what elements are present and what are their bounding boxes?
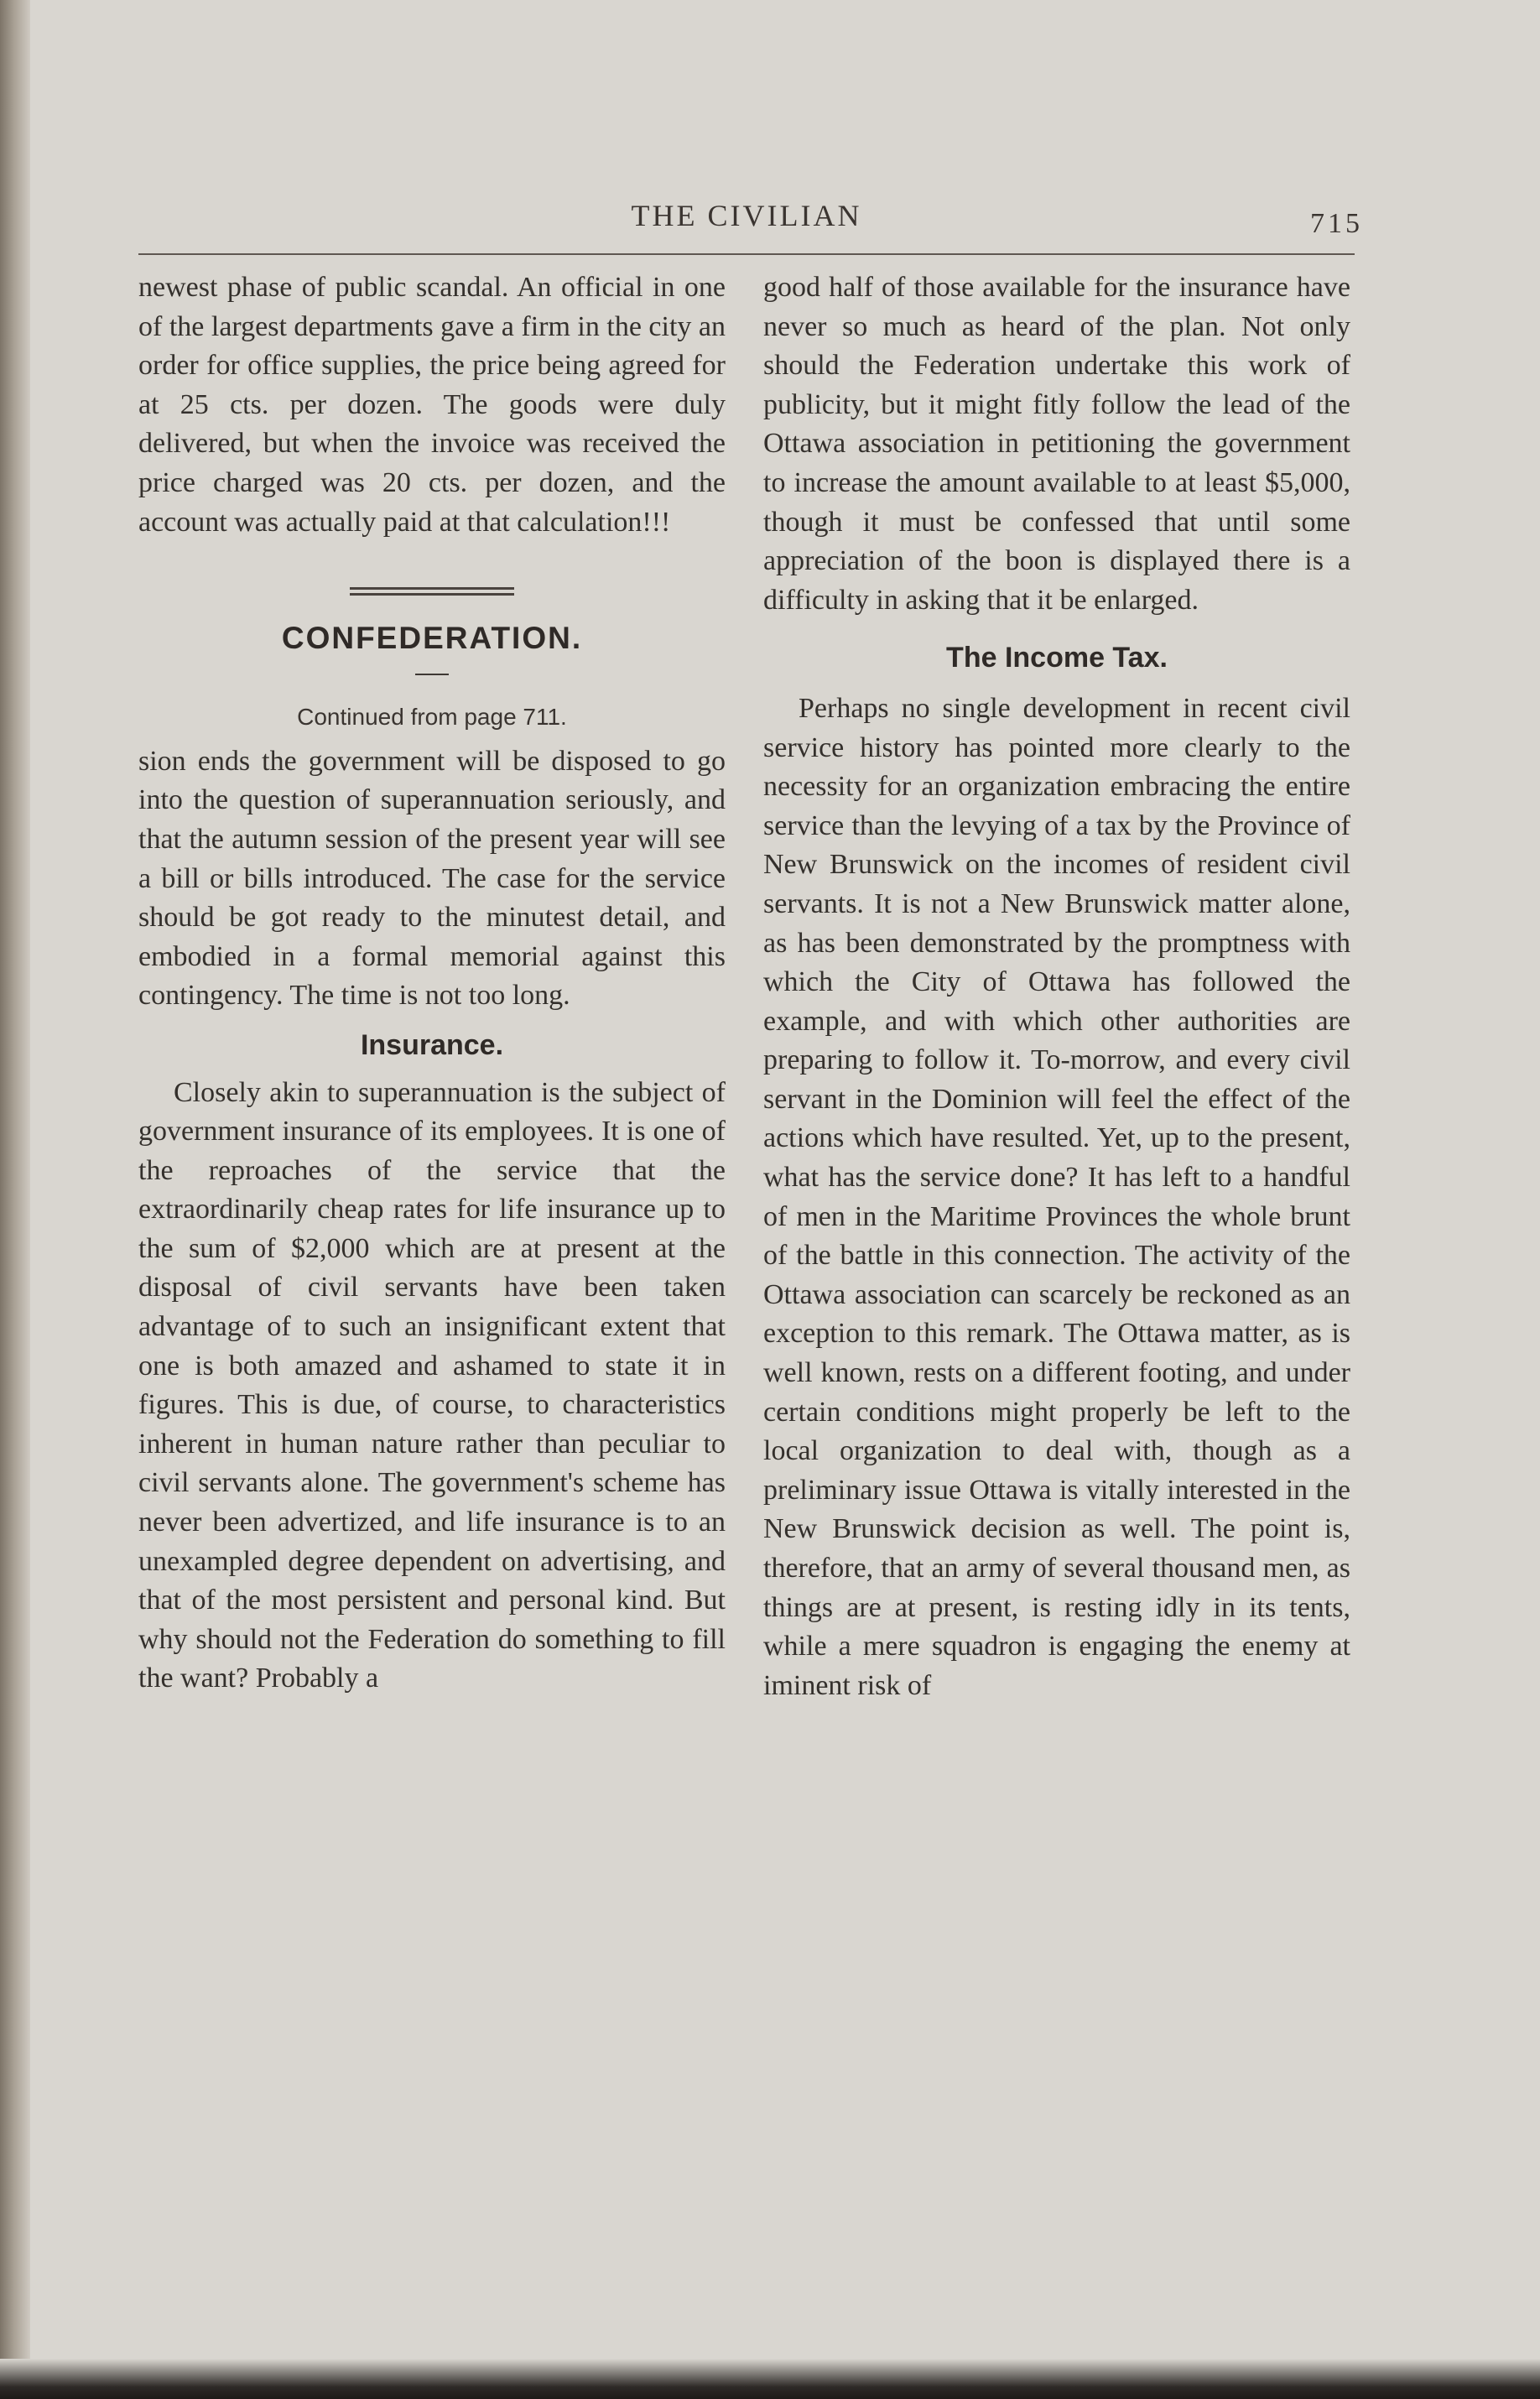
subhead-insurance: Insurance. xyxy=(360,1028,504,1061)
right-column xyxy=(763,268,1350,1705)
insurance-continued-paragraph: good half of those available for the insurance have never so much as heard of the plan. Not only should the Federation undertake this work of publicity, but it might fitly follow the lead of the Ottawa association in petitioning the government to increase the amount available to at least $5,000, though it must be confessed that until some appreciation of the boon is displayed there is a difficulty in asking that it be enlarged. xyxy=(763,272,1350,616)
left-column xyxy=(138,268,726,1699)
subhead-income-tax: The Income Tax. xyxy=(946,642,1168,674)
income-tax-paragraph: Perhaps no single development in recent civil service history has pointed more clearly to the necessity for an organization embracing the entire service than the levying of a tax by the Province of New Brunswick on the incomes of resident civil servants. It is not a New Brunswick matter alone, as has been demonstrated by the promptness with which the City of Ottawa has followed the example, and with which other authorities are preparing to follow it. To-morrow, and every civil servant in the Dominion will feel the effect of the actions which have resulted. Yet, up to the present, what has the service done? It has left to a handful of men in the Maritime Provinces the whole brunt of the battle in this connection. The activity of the Ottawa association can scarcely be reckoned as an exception to this remark. The Ottawa matter, as is well known, rests on a different footing, and under certain conditions might properly be left to the local organization to deal with, though as a preliminary issue Ottawa is vitally interested in the New Brunswick decision as well. The point is, therefore, that an army of several thousand men, as things are at present, is resting idly in its tents, while a mere squadron is engaging the enemy at iminent risk of xyxy=(763,692,1350,1701)
publication-title: THE CIVILIAN xyxy=(631,199,862,232)
page-header xyxy=(138,198,1363,248)
insurance-paragraph: Closely akin to superannuation is the subject of government insurance of its employees. It is one of the reproaches of the service that the extraordinarily cheap rates for life insurance up to the sum of $2,000 which are at present at the disposal of civil servants have been taken advantage of to such an insignificant extent that one is both amazed and ashamed to state it in figures. This is due, of course, to characteristics inherent in human nature rather than peculiar to civil servants alone. The government's scheme has never been advertized, and life insurance is to an unexampled degree dependent on advertising, and that of the most persistent and personal kind. But why should not the Federation do something to fill the want? Probably a xyxy=(138,1076,726,1694)
header-rule xyxy=(138,253,1355,255)
scandal-paragraph: newest phase of public scandal. An official in one of the largest departments gave a firm in the city an order for office supplies, the price being agreed for at 25 cts. per dozen. The goods were duly delivered, but when the invoice was received the price charged was 20 cts. per dozen, and the account was actually paid at that calculation!!! xyxy=(138,272,726,538)
superannuation-paragraph: sion ends the government will be disposed to go into the question of superannuation seriously, and that the autumn session of the present year will see a bill or bills introduced. The case for the service should be got ready to the minutest detail, and embodied in a formal memorial against this contingency. The time is not too long. xyxy=(138,745,726,1012)
section-title-confederation: CONFEDERATION. xyxy=(281,621,583,656)
page-number: 715 xyxy=(1310,208,1363,239)
continued-note: Continued from page 711. xyxy=(297,703,567,730)
title-dash xyxy=(415,674,449,675)
section-divider xyxy=(350,587,514,596)
